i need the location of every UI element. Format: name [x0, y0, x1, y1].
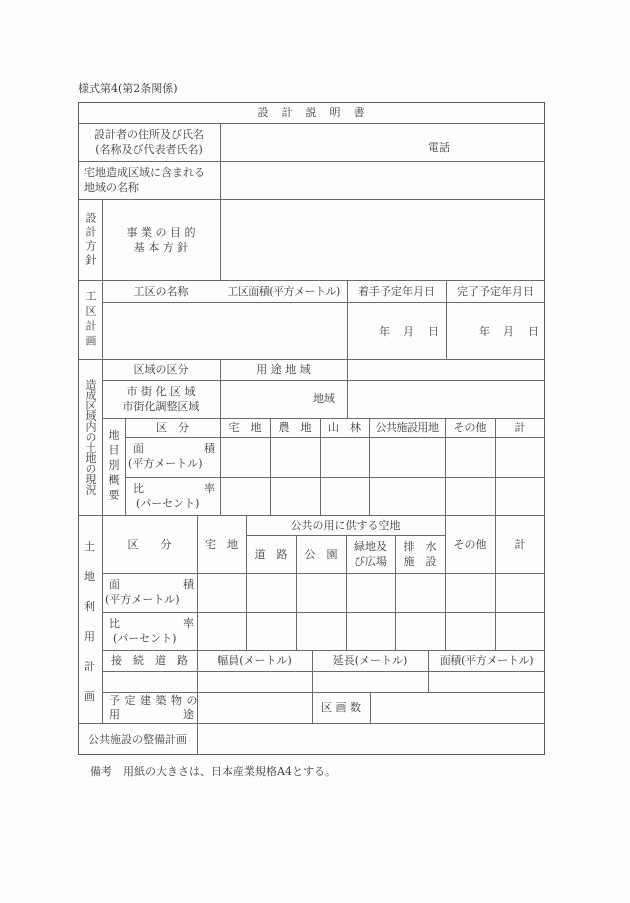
current-ratio-farmland-field[interactable] [271, 478, 320, 515]
current-division-label: 区 分 [156, 421, 189, 434]
area-name-label-line2: 地域の名称 [84, 181, 139, 194]
area-label-a: 面 [133, 442, 144, 455]
land-use-other-header: その他 [453, 537, 487, 551]
col-total: 計 [514, 421, 526, 434]
work-zone-name-header: 工区の名称 [133, 284, 189, 298]
start-day-label: 日 [428, 325, 439, 338]
land-use-side-label-1: 土 [84, 540, 95, 553]
current-area-label [126, 438, 220, 477]
work-zone-side-label: 工区計画 [84, 289, 97, 350]
road-length-field[interactable] [313, 672, 428, 692]
green-space-header-line1: 緑地及 [354, 540, 387, 553]
land-use-ratio-label [103, 613, 197, 650]
road-header [246, 535, 296, 573]
category-side-label: 地目別概要 [107, 429, 120, 504]
col-farmland: 農 地 [278, 421, 312, 434]
zone-division-label: 区域の区分 [133, 363, 189, 376]
current-area-residential-field[interactable] [221, 438, 270, 477]
designer-label-line1: 設計者の住所及び氏名 [94, 128, 204, 141]
phone-label: 電話 [428, 141, 450, 154]
col-other: その他 [453, 421, 487, 434]
planned-building-label [103, 693, 197, 723]
end-date-header: 完了予定年月日 [457, 284, 534, 298]
road-area-header: 面積(平方メートル) [439, 654, 534, 667]
current-ratio-label [126, 478, 220, 515]
public-facilities-label: 公共施設の整備計画 [88, 732, 187, 746]
road-header-text: 道 路 [254, 547, 288, 561]
land-use-side-label-6: 画 [84, 690, 95, 703]
lots-field[interactable] [371, 693, 545, 723]
drainage-header [395, 535, 445, 573]
start-year-label: 年 [379, 325, 390, 338]
end-year-label: 年 [479, 325, 490, 338]
current-land-side-label: 造成区域内の土地の現況 [84, 379, 97, 495]
lu-ratio-other-field[interactable] [446, 613, 495, 650]
current-ratio-forest-field[interactable] [321, 478, 369, 515]
planned-building-field[interactable] [198, 693, 312, 723]
purpose-label: 事 業 の 目 的 [126, 225, 196, 239]
area-name-label-line1: 宅地造成区域に含まれる [84, 166, 205, 179]
work-zone-area-header: 工区面積(平方メートル) [227, 284, 340, 298]
end-date-field[interactable] [447, 303, 545, 359]
access-road-label: 接 続 道 路 [111, 654, 188, 667]
designer-label [78, 123, 220, 161]
form-number-label: 様式第4(第2条関係) [78, 82, 178, 95]
region-field[interactable] [221, 381, 347, 418]
lu-ratio-green-field[interactable] [347, 613, 395, 650]
road-width-header: 幅員(メートル) [217, 654, 292, 667]
lu-area-label-a: 面 [109, 578, 120, 591]
ratio-unit-label: (パーセント) [136, 497, 200, 510]
lu-ratio-unit-label: (パーセント) [113, 632, 177, 645]
lu-ratio-park-field[interactable] [297, 613, 346, 650]
current-ratio-public-field[interactable] [370, 478, 445, 515]
current-area-farmland-field[interactable] [271, 438, 320, 477]
remarks-note: 備考 用紙の大きさは、日本産業規格A4とする。 [90, 765, 336, 778]
current-area-forest-field[interactable] [321, 438, 369, 477]
region-suffix-label: 地域 [313, 392, 335, 405]
end-day-label: 日 [528, 325, 539, 338]
green-space-header [346, 535, 395, 573]
land-use-side-label-3: 利 [84, 600, 95, 613]
ratio-label-b: 率 [204, 482, 215, 495]
lu-ratio-total-field[interactable] [496, 613, 545, 650]
drainage-header-line2: 施 設 [403, 555, 437, 568]
urbanization-control-area-label: 市街化調整区域 [122, 400, 200, 413]
area-name-label [78, 161, 220, 199]
start-month-label: 月 [403, 325, 414, 338]
land-use-side-label-5: 計 [84, 660, 95, 673]
col-public-facility-land: 公共施設用地 [375, 421, 439, 434]
lu-area-label-b: 積 [183, 578, 194, 591]
public-space-header: 公共の用に供する空地 [290, 518, 401, 532]
design-policy-field[interactable] [221, 200, 544, 280]
current-area-other-field[interactable] [446, 438, 495, 477]
form-title: 設 計 説 明 書 [257, 106, 366, 119]
public-facilities-field[interactable] [198, 724, 544, 754]
planned-building-line2b: 途 [183, 708, 194, 721]
access-road-name-field[interactable] [103, 672, 197, 692]
lu-ratio-residential-field[interactable] [198, 613, 246, 650]
current-ratio-other-field[interactable] [446, 478, 495, 515]
region-extra-field[interactable] [348, 381, 545, 418]
design-policy-label [102, 199, 220, 280]
start-date-field[interactable] [348, 303, 446, 359]
urbanization-label [102, 380, 220, 418]
lots-label: 区 画 数 [321, 701, 361, 714]
road-width-field[interactable] [198, 672, 312, 692]
end-month-label: 月 [503, 325, 514, 338]
current-ratio-total-field[interactable] [496, 478, 545, 515]
work-zone-name-field[interactable] [103, 303, 220, 359]
lu-area-green-field[interactable] [347, 574, 395, 612]
road-area-field[interactable] [429, 672, 545, 692]
planned-building-line1: 予 定 建 築 物 の [109, 694, 198, 707]
current-ratio-residential-field[interactable] [221, 478, 270, 515]
designer-label-line2: (名称及び代表者氏名) [95, 143, 203, 156]
lu-area-road-field[interactable] [247, 574, 296, 612]
planned-building-line2a: 用 [109, 708, 120, 721]
col-forest: 山 林 [328, 421, 361, 434]
lu-area-unit-label: (平方メートル) [105, 593, 180, 606]
lu-area-other-field[interactable] [446, 574, 495, 612]
current-area-public-field[interactable] [370, 438, 445, 477]
area-label-b: 積 [204, 442, 215, 455]
green-space-header-line2: び広場 [354, 555, 387, 568]
use-zone-field[interactable] [348, 360, 545, 380]
use-zone-label: 用 途 地 域 [256, 363, 311, 376]
lu-ratio-drainage-field[interactable] [396, 613, 445, 650]
designer-address-field[interactable] [221, 124, 544, 161]
work-zone-area-field[interactable] [221, 303, 347, 359]
area-name-field[interactable] [221, 162, 544, 199]
urbanization-area-label: 市 街 化 区 域 [126, 385, 196, 398]
col-residential: 宅 地 [228, 421, 262, 434]
start-date-header: 着手予定年月日 [358, 284, 435, 298]
land-use-total-header: 計 [514, 537, 526, 551]
road-length-header: 延長(メートル) [332, 654, 408, 667]
ratio-label-a: 比 [133, 482, 144, 495]
lu-area-park-field[interactable] [297, 574, 346, 612]
land-use-residential-header: 宅 地 [205, 537, 238, 551]
land-use-side-label-2: 地 [84, 570, 95, 583]
current-area-total-field[interactable] [496, 438, 545, 477]
policy-label: 基 本 方 針 [133, 240, 189, 254]
lu-area-residential-field[interactable] [198, 574, 246, 612]
area-unit-label: (平方メートル) [128, 457, 203, 470]
park-header [296, 535, 346, 573]
land-use-area-label [103, 574, 197, 612]
lu-area-drainage-field[interactable] [396, 574, 445, 612]
lu-area-total-field[interactable] [496, 574, 545, 612]
lu-ratio-label-a: 比 [109, 617, 120, 630]
land-use-side-label-4: 用 [84, 630, 95, 643]
lu-ratio-label-b: 率 [183, 617, 194, 630]
design-policy-side-label: 設計方針 [84, 211, 97, 268]
land-use-division-label: 区 分 [127, 537, 172, 551]
lu-ratio-road-field[interactable] [247, 613, 296, 650]
park-header-text: 公 園 [304, 547, 338, 561]
drainage-header-line1: 排 水 [403, 540, 437, 553]
